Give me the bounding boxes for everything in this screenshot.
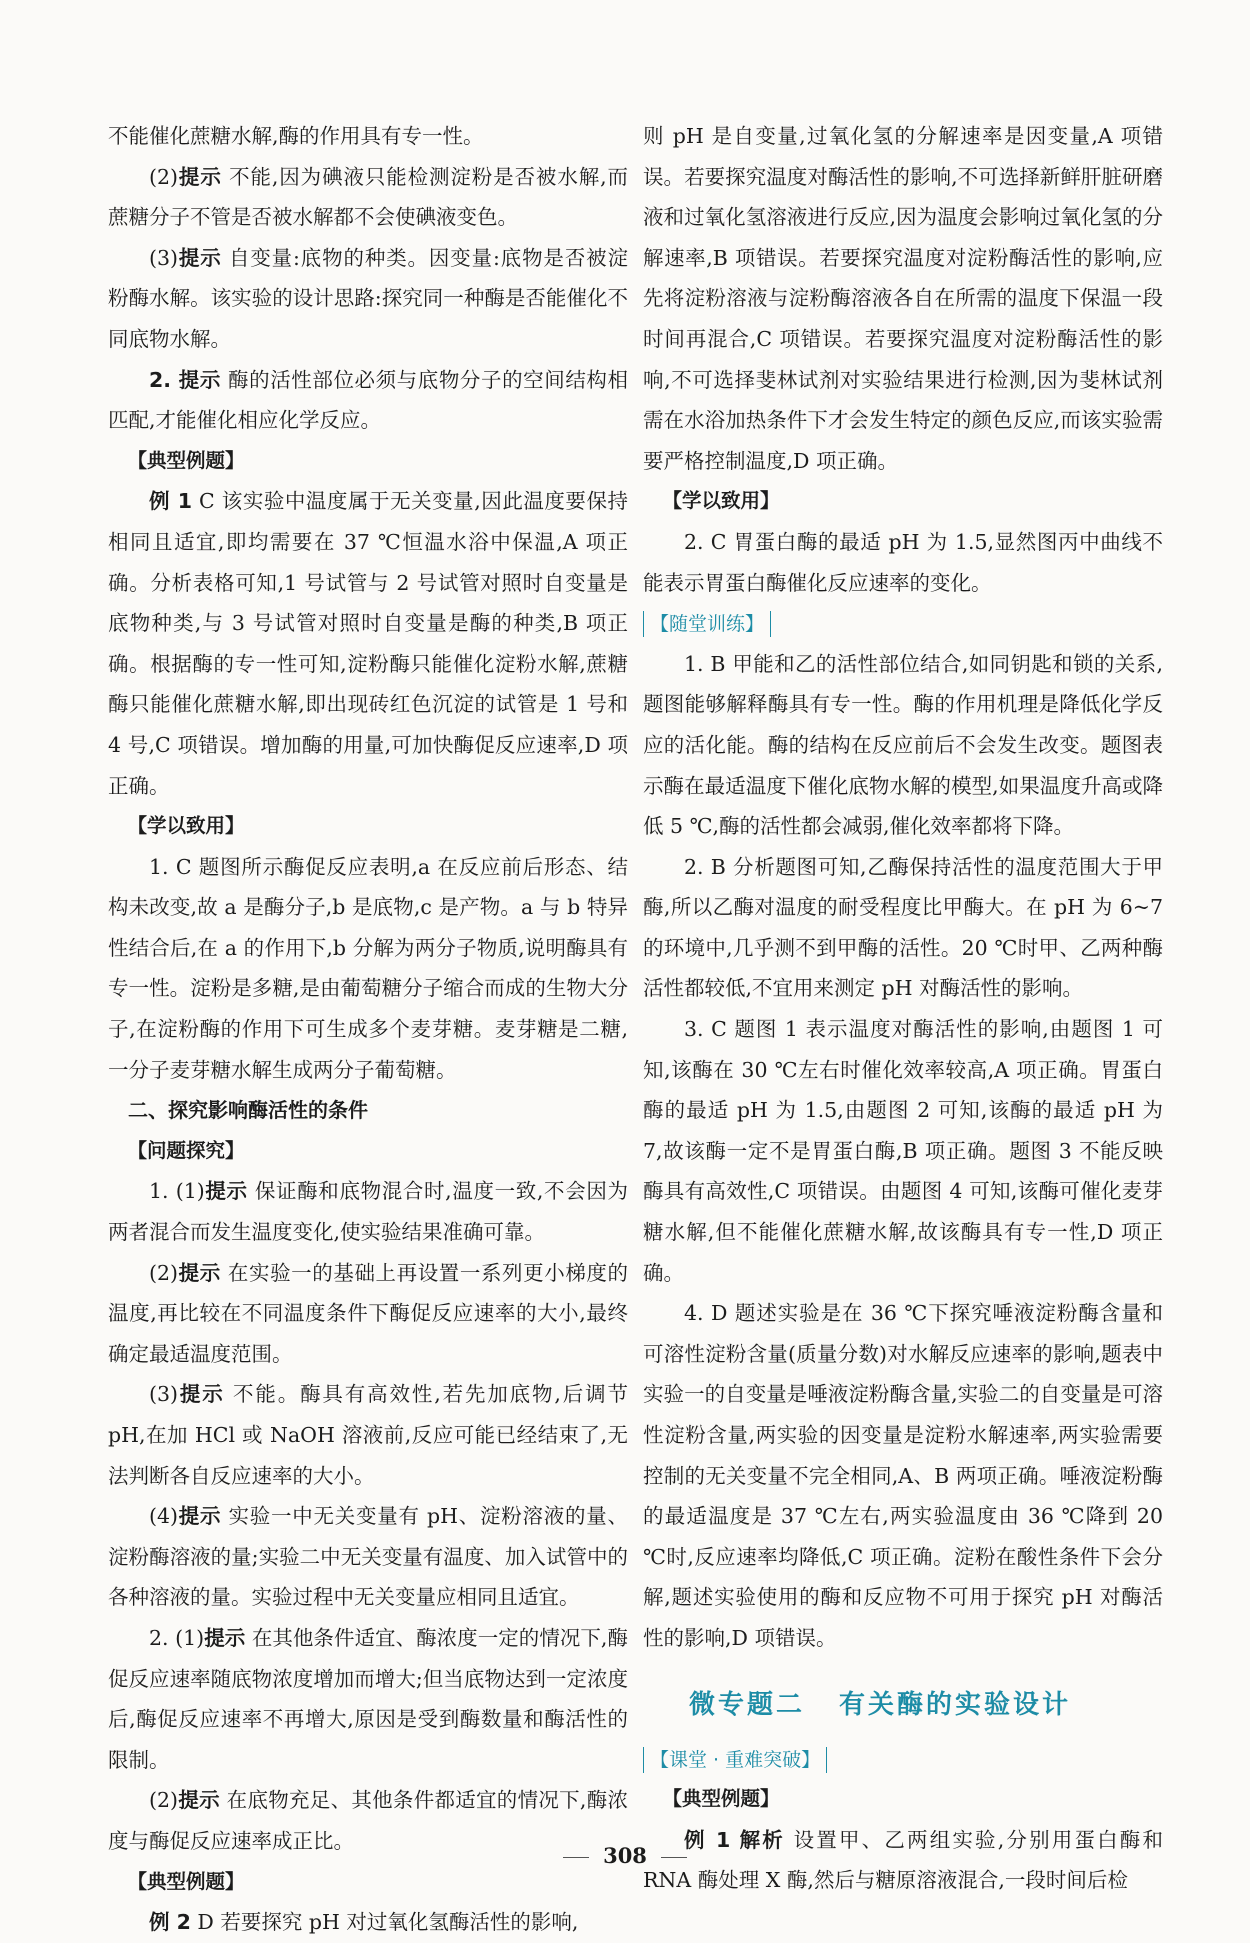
paragraph xyxy=(108,1496,628,1618)
paragraph xyxy=(108,1253,628,1375)
item-number: 1. C xyxy=(149,854,192,879)
paragraph xyxy=(643,522,1163,603)
paragraph-text: 酶的活性部位必须与底物分子的空间结构相匹配,才能催化相应化学反应。 xyxy=(108,367,628,433)
item-number: 2. (1) xyxy=(149,1625,205,1650)
paragraph-text: 在其他条件适宜、酶浓度一定的情况下,酶促反应速率随底物浓度增加而增大;但当底物达到一定浓度后,酶促反应速率不再增大,原因是受到酶数量和酶活性的限制。 xyxy=(108,1625,628,1772)
answer-marker: 提示 xyxy=(204,1625,246,1650)
paragraph xyxy=(108,481,628,806)
item-number: 2. C xyxy=(684,529,727,554)
item-number: 4. D xyxy=(684,1301,728,1326)
paragraph xyxy=(643,1293,1163,1658)
section-heading: 【学以致用】 xyxy=(662,489,780,513)
paragraph xyxy=(643,644,1163,847)
item-number: (3) xyxy=(149,1382,179,1407)
answer-marker: 提示 xyxy=(204,1179,248,1204)
section-heading: 【典型例题】 xyxy=(127,1869,245,1893)
paragraph-text: 分析题图可知,乙酶保持活性的温度范围大于甲酶,所以乙酶对温度的耐受程度比甲酶大。在 pH 为 6~7 的环境中,几乎测不到甲酶的活性。20 ℃时甲、乙两种酶活性都较低,不宜用来测定 pH 对酶活性的影响。 xyxy=(643,854,1163,1001)
item-number: 1. (1) xyxy=(149,1179,205,1204)
answer-marker: 例 1 解析 xyxy=(684,1827,785,1852)
paragraph-text: 实验一中无关变量有 pH、淀粉溶液的量、淀粉酶溶液的量;实验二中无关变量有温度、加入试管中的各种溶液的量。实验过程中无关变量应相同且适宜。 xyxy=(108,1504,628,1610)
paragraph-text: 在实验一的基础上再设置一系列更小梯度的温度,再比较在不同温度条件下酶促反应速率的大小,最终确定最适温度范围。 xyxy=(108,1260,629,1366)
paragraph xyxy=(108,238,628,360)
paragraph xyxy=(108,1902,628,1943)
paragraph-text: 不能,因为碘液只能检测淀粉是否被水解,而蔗糖分子不管是否被水解都不会使碘液变色。 xyxy=(108,164,628,230)
paragraph-text: 自变量:底物的种类。因变量:底物是否被淀粉酶水解。该实验的设计思路:探究同一种酶是否能催化不同底物水解。 xyxy=(108,245,628,351)
paragraph-text: 不能催化蔗糖水解,酶的作用具有专一性。 xyxy=(108,124,484,148)
item-number: (2) xyxy=(149,1788,179,1813)
paragraph xyxy=(108,360,628,441)
item-number: (4) xyxy=(149,1504,179,1529)
answer-marker: 提示 xyxy=(178,1260,221,1285)
answer-marker: 提示 xyxy=(178,164,222,189)
answer-marker: 例 2 xyxy=(149,1910,191,1935)
item-number: 1. B xyxy=(684,651,726,676)
paragraph-text: 在底物充足、其他条件都适宜的情况下,酶浓度与酶促反应速率成正比。 xyxy=(108,1788,628,1853)
page-number-dash-right xyxy=(661,1857,687,1858)
paragraph xyxy=(108,116,628,157)
answer-marker: 例 1 xyxy=(149,489,192,514)
paragraph-text: 胃蛋白酶的最适 pH 为 1.5,显然图丙中曲线不能表示胃蛋白酶催化反应速率的变化。 xyxy=(643,529,1163,595)
section-heading: 【学以致用】 xyxy=(127,814,245,838)
boxed-heading-row xyxy=(643,603,1163,644)
paragraph-text: 则 pH 是自变量,过氧化氢的分解速率是因变量,A 项错误。若要探究温度对酶活性的影响,不可选择新鲜肝脏研磨液和过氧化氢溶液进行反应,因为温度会影响过氧化氢的分解速率,B 项错误。若要探究温度对淀粉酶活性的影响,应先将淀粉溶液与淀粉酶溶液各自在所需的温度下保温一段时间再混合,C 项错误。若要探究温度对淀粉酶活性的影响,不可选择斐林试剂对实验结果进行检测,因为斐林试剂需在水浴加热条件下才会发生特定的颜色反应,而该实验需要严格控制温度,D 项正确。 xyxy=(643,124,1163,473)
page-number-text: 308 xyxy=(603,1843,647,1868)
paragraph xyxy=(643,1009,1163,1293)
item-number: 2. B xyxy=(684,854,726,879)
answer-marker: 2. 提示 xyxy=(149,367,221,392)
paragraph-text: 甲能和乙的活性部位结合,如同钥匙和锁的关系,题图能够解释酶具有专一性。酶的作用机理是降低化学反应的活化能。酶的结构在反应前后不会发生改变。题图表示酶在最适温度下催化底物水解的模型,如果温度升高或降低 5 ℃,酶的活性都会减弱,催化效率都将下降。 xyxy=(643,651,1163,839)
paragraph-text: D 若要探究 pH 对过氧化氢酶活性的影响, xyxy=(190,1910,579,1935)
paragraph-text: 不能。酶具有高效性,若先加底物,后调节 pH,在加 HCl 或 NaOH 溶液前,反应可能已经结束了,无法判断各自反应速率的大小。 xyxy=(108,1382,628,1488)
topic-title-number: 微专题二 xyxy=(689,1689,806,1720)
paragraph xyxy=(108,1171,628,1252)
item-number: 3. C xyxy=(684,1017,727,1042)
item-number: (3) xyxy=(149,245,179,270)
paragraph-text: C 该实验中温度属于无关变量,因此温度要保持相同且适宜,即均需要在 37 ℃恒温水浴中保温,A 项正确。分析表格可知,1 号试管与 2 号试管对照时自变量是底物种类,与 3 号试管对照时自变量是酶的种类,B 项正确。根据酶的专一性可知,淀粉酶只能催化淀粉水解,蔗糖酶只能催化蔗糖水解,即出现砖红色沉淀的试管是 1 号和 4 号,C 项错误。增加酶的用量,可加快酶促反应速率,D 项正确。 xyxy=(108,489,629,798)
paragraph-text: 题图所示酶促反应表明,a 在反应前后形态、结构未改变,故 a 是酶分子,b 是底物,c 是产物。a 与 b 特异性结合后,在 a 的作用下,b 分解为两分子物质,说明酶具有专一性。淀粉是多糖,是由葡萄糖分子缩合而成的生物大分子,在淀粉酶的作用下可生成多个麦芽糖。麦芽糖是二糖,一分子麦芽糖水解生成两分子葡萄糖。 xyxy=(108,854,628,1082)
answer-marker: 提示 xyxy=(178,1504,222,1529)
page-number-dash-left xyxy=(563,1857,589,1858)
boxed-heading: 【课堂 · 重难突破】 xyxy=(643,1747,827,1773)
section-heading: 【典型例题】 xyxy=(662,1787,780,1811)
boxed-heading-row xyxy=(643,1739,1163,1780)
boxed-heading: 【随堂训练】 xyxy=(643,611,771,637)
paragraph xyxy=(108,1374,628,1496)
paragraph-text: 保证酶和底物混合时,温度一致,不会因为两者混合而发生温度变化,使实验结果准确可靠。 xyxy=(108,1179,628,1245)
paragraph-text: 设置甲、乙两组实验,分别用蛋白酶和 RNA 酶处理 X 酶,然后与糖原溶液混合,一段时间后检 xyxy=(643,1827,1163,1893)
page-number xyxy=(0,1843,1250,1868)
topic-title xyxy=(643,1659,1163,1739)
item-number: (2) xyxy=(149,164,179,189)
paragraph-text: 题图 1 表示温度对酶活性的影响,由题图 1 可知,该酶在 30 ℃左右时催化效率较高,A 项正确。胃蛋白酶的最适 pH 为 1.5,由题图 2 可知,该酶的最适 pH 为 7,故该酶一定不是胃蛋白酶,B 项正确。题图 3 不能反映酶具有高效性,C 项错误。由题图 4 可知,该酶可催化麦芽糖水解,但不能催化蔗糖水解,故该酶具有专一性,D 项正确。 xyxy=(643,1017,1164,1285)
left-column xyxy=(108,116,628,1943)
section-heading: 【问题探究】 xyxy=(127,1138,245,1162)
subsection-title: 二、探究影响酶活性的条件 xyxy=(128,1098,368,1123)
answer-marker: 提示 xyxy=(178,1788,220,1813)
item-number: (2) xyxy=(149,1260,179,1285)
paragraph xyxy=(108,847,628,1091)
paragraph xyxy=(643,116,1163,481)
answer-marker: 提示 xyxy=(178,245,222,270)
topic-title-text: 有关酶的实验设计 xyxy=(839,1689,1072,1720)
paragraph xyxy=(108,1618,628,1780)
section-heading: 【典型例题】 xyxy=(127,448,245,472)
paragraph xyxy=(643,847,1163,1009)
answer-marker: 提示 xyxy=(178,1382,225,1407)
right-column xyxy=(643,116,1163,1901)
paragraph-text: 题述实验是在 36 ℃下探究唾液淀粉酶含量和可溶性淀粉含量(质量分数)对水解反应速率的影响,题表中实验一的自变量是唾液淀粉酶含量,实验二的自变量是可溶性淀粉含量,两实验的因变量是淀粉水解速率,两实验需要控制的无关变量不完全相同,A、B 两项正确。唾液淀粉酶的最适温度是 37 ℃左右,两实验温度由 36 ℃降到 20 ℃时,反应速率均降低,C 项正确。淀粉在酸性条件下会分解,题述实验使用的酶和反应物不可用于探究 pH 对酶活性的影响,D 项错误。 xyxy=(643,1301,1163,1650)
paragraph xyxy=(108,157,628,238)
